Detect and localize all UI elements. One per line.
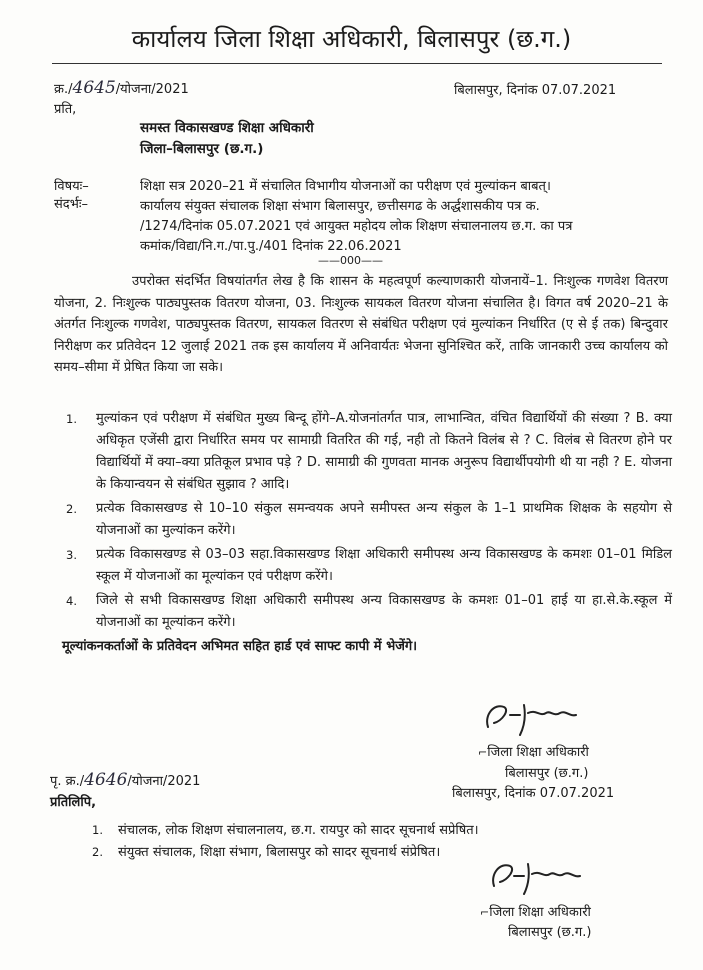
signatory-place-2: बिलासपुर (छ.ग.) <box>508 925 592 940</box>
body-paragraph: उपरोक्त संदर्भित विषयांतर्गत लेख है कि शासन के महत्वपूर्ण कल्याणकारी योजनायें–1. निःशुल्क गणवेश वितरण योजना, 2. निःशुल्क पाठ्यपुस्तक वितरण योजना, 03. निःशुल्क सायकल वितरण योजना संचालित है। विगत वर्ष 2020–21 के अंतर्गत निःशुल्क गणवेश, पाठ्यपुस्तक वितरण, सायकल वितरण से संबंधित परीक्षण एवं मुल्यांकन निर्धारित (ए से ई तक) बिन्दुवार निरीक्षण कर प्रतिवेदन 12 जुलाई 2021 तक इस कार्यालय में अनिवार्यतः भेजना सुनिश्चित करें, ताकि जानकारी उच्च कार्यालय को समय–सीमा में प्रेषित किया जा सके। <box>54 274 668 375</box>
signature-2 <box>488 852 598 898</box>
ref-handwritten-number: 4646 <box>84 770 128 790</box>
recipient-line-1: समस्त विकासखण्ड शिक्षा अधिकारी <box>140 120 314 136</box>
copy-item: 1. संचालक, लोक शिक्षण संचालनालय, छ.ग. रायपुर को सादर सूचनार्थ सप्रेषित। <box>92 823 479 838</box>
closing-note: मूल्यांकनकर्ताओं के प्रतिवेदन अभिमत सहित हार्ड एवं साफ्ट कापी में भेजेंगे। <box>62 639 418 654</box>
ref-suffix: /योजना/2021 <box>115 82 189 97</box>
copy-item: 2. संयुक्त संचालक, शिक्षा संभाग, बिलासपुर को सादर सूचनार्थ संप्रेषित। <box>92 845 441 860</box>
subject-label: विषयः– <box>54 179 89 194</box>
point-text: प्रत्येक विकासखण्ड से 10–10 संकुल समन्वयक अपने समीपस्त अन्य संकुल के 1–1 प्राथमिक शिक्षक के सहयोग से योजनाओं का मुल्यांकन करेंगे। <box>96 501 672 538</box>
reference-line-1: कार्यालय संयुक्त संचालक शिक्षा संभाग बिलासपुर, छत्तीसगढ के अर्द्धशासकीय पत्र क. <box>140 199 540 214</box>
point-item: 1. मुल्यांकन एवं परीक्षण में संबंधित मुख्य बिन्दू होंगे–A.योजनांतर्गत पात्र, लाभान्वित, वंचित विद्यार्थियों की संख्या ? B. क्या अधिकृत एजेंसी द्वारा निर्धारित समय पर सामाग्री वितरित की गई, नही तो कितने विलंब से ? C. विलंब से वितरण होने पर विद्यार्थियों में क्या–क्या प्रतिकूल प्रभाव पड़े ? D. सामाग्री की गुणवता मानक अनुरूप विद्यार्थीपयोगी थी या नही ? E. योजना के कियान्वयन से संबंधित सुझाव ? आदि। <box>62 408 672 496</box>
place-date: बिलासपुर, दिनांक 07.07.2021 <box>454 83 617 98</box>
reference-number <box>54 78 189 98</box>
signature-1 <box>480 695 600 741</box>
office-title: कार्यालय जिला शिक्षा अधिकारी, बिलासपुर (छ.ग.) <box>131 25 572 53</box>
signatory-place-1: बिलासपुर (छ.ग.) <box>505 766 589 781</box>
to-label: प्रति, <box>54 102 77 117</box>
ref-handwritten-number: 4645 <box>72 78 116 98</box>
ref-prefix: पृ. क्र./ <box>50 774 85 789</box>
point-text: प्रत्येक विकासखण्ड से 03–03 सहा.विकासखण्ड शिक्षा अधिकारी समीपस्थ अन्य विकासखण्ड के कमशः 01–01 मिडिल स्कूल में योजनाओं का मूल्यांकन एवं परीक्षण करेंगे। <box>96 547 672 584</box>
header-divider <box>52 63 662 64</box>
point-text: जिले से सभी विकासखण्ड शिक्षा अधिकारी समीपस्थ अन्य विकासखण्ड के कमशः 01–01 हाई या हा.से.के.स्कूल में योजनाओं का मूल्यांकन करेंगे। <box>96 593 672 630</box>
copy-reference-number <box>50 770 200 790</box>
reference-line-3: कमांक/विद्या/नि.ग./पा.पु./401 दिनांक 22.06.2021 <box>140 239 402 254</box>
recipient-line-2: जिला–बिलासपुर (छ.ग.) <box>140 141 264 157</box>
copy-label: प्रतिलिपि, <box>50 795 97 810</box>
point-item: 4. जिले से सभी विकासखण्ड शिक्षा अधिकारी समीपस्थ अन्य विकासखण्ड के कमशः 01–01 हाई या हा.से.के.स्कूल में योजनाओं का मूल्यांकन करेंगे। <box>62 590 672 634</box>
point-text: मुल्यांकन एवं परीक्षण में संबंधित मुख्य बिन्दू होंगे–A.योजनांतर्गत पात्र, लाभान्वित, वंचित विद्यार्थियों की संख्या ? B. क्या अधिकृत एजेंसी द्वारा निर्धारित समय पर सामाग्री वितरित की गई, नही तो कितने विलंब से ? C. विलंब से वितरण होने पर विद्यार्थियों में क्या–क्या प्रतिकूल प्रभाव पड़े ? D. सामाग्री की गुणवता मानक अनुरूप विद्यार्थीपयोगी थी या नही ? E. योजना के कियान्वयन से संबंधित सुझाव ? आदि। <box>96 411 672 492</box>
reference-label: संदर्भः– <box>54 197 88 212</box>
signatory-title-1: ⌐जिला शिक्षा अधिकारी <box>478 745 589 760</box>
subject-text: शिक्षा सत्र 2020–21 में संचालित विभागीय योजनाओं का परीक्षण एवं मुल्यांकन बाबत्। <box>140 179 551 194</box>
points-list <box>62 408 672 660</box>
signatory-date-1: बिलासपुर, दिनांक 07.07.2021 <box>452 786 615 801</box>
reference-line-2: /1274/दिनांक 05.07.2021 एवं आयुक्त महोदय लोक शिक्षण संचालनालय छ.ग. का पत्र <box>140 219 573 234</box>
point-item: 3. प्रत्येक विकासखण्ड से 03–03 सहा.विकासखण्ड शिक्षा अधिकारी समीपस्थ अन्य विकासखण्ड के कमशः 01–01 मिडिल स्कूल में योजनाओं का मूल्यांकन एवं परीक्षण करेंगे। <box>62 544 672 588</box>
point-item: 2. प्रत्येक विकासखण्ड से 10–10 संकुल समन्वयक अपने समीपस्त अन्य संकुल के 1–1 प्राथमिक शिक्षक के सहयोग से योजनाओं का मुल्यांकन करेंगे। <box>62 498 672 542</box>
signatory-title-2: ⌐जिला शिक्षा अधिकारी <box>480 905 591 920</box>
separator: ——000—— <box>318 254 383 267</box>
ref-prefix: क्र./ <box>54 82 73 97</box>
ref-suffix: /योजना/2021 <box>127 774 201 789</box>
